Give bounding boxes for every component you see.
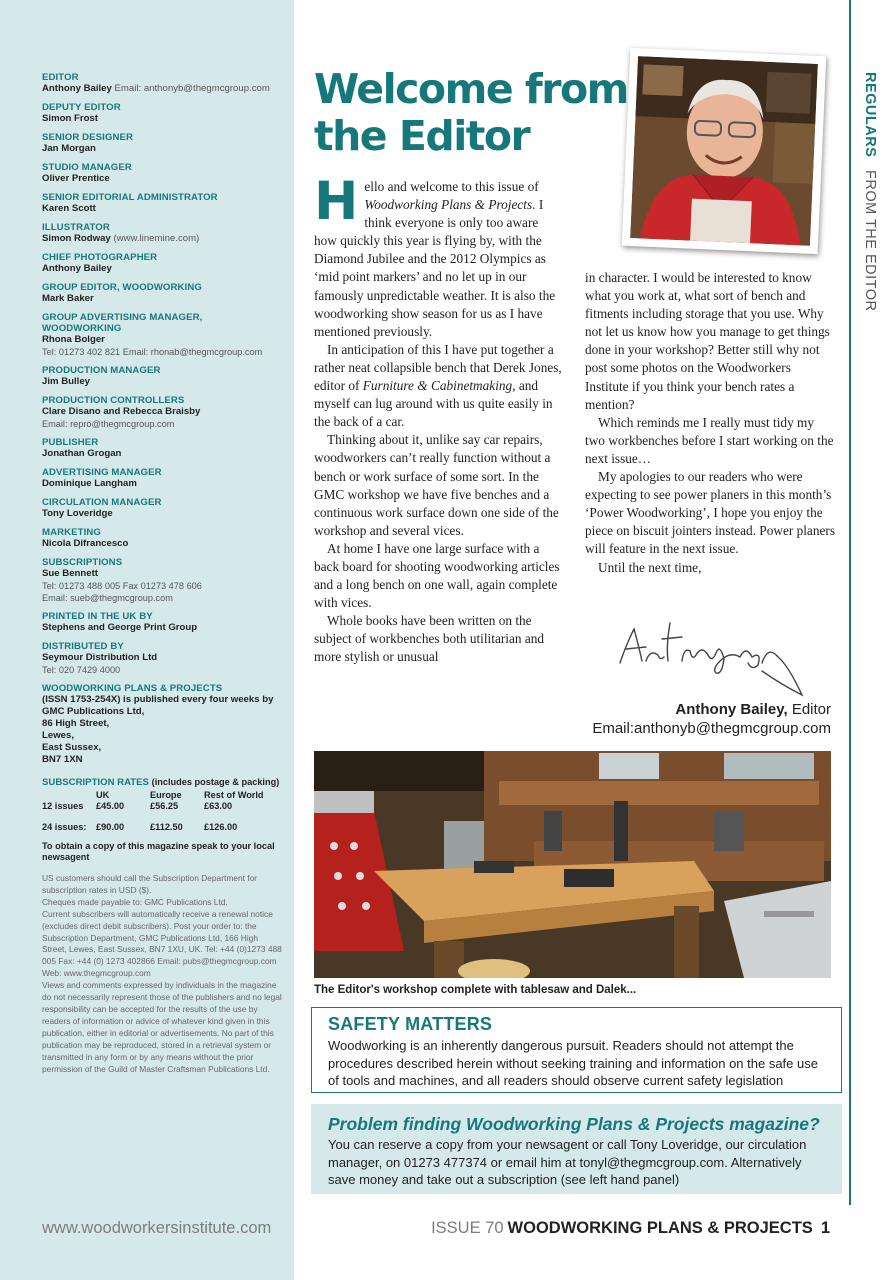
staff-role: SUBSCRIPTIONS bbox=[42, 557, 123, 568]
signoff-name: Anthony Bailey, bbox=[675, 701, 788, 718]
article-column-2 bbox=[585, 269, 835, 577]
staff-role: GROUP ADVERTISING MANAGER, WOODWORKING bbox=[42, 312, 203, 334]
rates-cell: £45.00 bbox=[96, 801, 125, 811]
staff-name: Mark Baker bbox=[42, 293, 94, 304]
staff-entry bbox=[42, 395, 282, 430]
magazine-title: WOODWORKING PLANS & PROJECTS bbox=[507, 1219, 813, 1237]
staff-role: PRINTED IN THE UK BY bbox=[42, 611, 153, 622]
staff-entry bbox=[42, 72, 282, 95]
staff-list bbox=[42, 72, 282, 676]
staff-entry bbox=[42, 162, 282, 185]
staff-name: Jim Bulley bbox=[42, 376, 90, 387]
staff-role: GROUP EDITOR, WOODWORKING bbox=[42, 282, 202, 293]
staff-entry bbox=[42, 527, 282, 550]
page-number: 1 bbox=[820, 1219, 830, 1237]
masthead-panel bbox=[0, 0, 294, 1280]
section-sublabel: FROM THE EDITOR bbox=[862, 169, 878, 312]
section-tab bbox=[862, 72, 878, 311]
staff-role: ADVERTISING MANAGER bbox=[42, 467, 162, 478]
rates-row bbox=[42, 801, 264, 812]
rates-header: Europe bbox=[150, 790, 182, 800]
publication-line: 86 High Street, bbox=[42, 718, 110, 729]
publication-line: East Sussex, bbox=[42, 742, 102, 753]
staff-role: DISTRIBUTED BY bbox=[42, 641, 124, 652]
article-paragraph: Which reminds me I really must tidy my two workbenches before I start working on the next issue… bbox=[585, 414, 834, 466]
workshop-photo bbox=[314, 751, 831, 978]
signoff-email[interactable]: Email:anthonyb@thegmcgroup.com bbox=[592, 720, 831, 737]
staff-name: Anthony Bailey bbox=[42, 263, 112, 274]
staff-name: Tony Loveridge bbox=[42, 508, 113, 519]
staff-entry bbox=[42, 437, 282, 460]
staff-contact: Tel: 01273 402 821 Email: rhonab@thegmcgroup.com bbox=[42, 347, 263, 357]
safety-box bbox=[311, 1007, 842, 1093]
rates-header: Rest of World bbox=[204, 790, 264, 800]
section-label: REGULARS bbox=[862, 72, 878, 158]
staff-name: Jonathan Grogan bbox=[42, 448, 122, 459]
signature-image bbox=[612, 615, 822, 705]
staff-role: PRODUCTION MANAGER bbox=[42, 365, 161, 376]
staff-entry bbox=[42, 192, 282, 215]
staff-entry bbox=[42, 557, 282, 604]
staff-name: Nicola Difrancesco bbox=[42, 538, 129, 549]
rates-cell: £63.00 bbox=[204, 801, 233, 811]
promo-text: You can reserve a copy from your newsagent or call Tony Loveridge, our circulation manager, on 01273 477374 or email him at tonyl@thegmcgroup.com. Alternatively save money and take out a subscription (see left hand panel) bbox=[328, 1137, 807, 1187]
article-paragraph: Until the next time, bbox=[598, 559, 702, 575]
rates-cell: £90.00 bbox=[96, 822, 125, 832]
signoff-role: Editor bbox=[791, 701, 831, 718]
editor-portrait-image bbox=[630, 56, 818, 246]
article-paragraph: At home I have one large surface with a back board for shooting woodworking articles and a long bench on one wall, again complete with vices. bbox=[314, 540, 560, 611]
signoff bbox=[585, 700, 831, 738]
staff-role: STUDIO MANAGER bbox=[42, 162, 132, 173]
article-paragraph: In anticipation of this I have put together a rather neat collapsible bench that Derek Jones, editor of Furniture & Cabinetmaking, and myself can lug around with us quite easily in the back of a car. bbox=[314, 341, 562, 430]
staff-contact: Email: sueb@thegmcgroup.com bbox=[42, 593, 173, 603]
rates-header-row bbox=[42, 790, 264, 801]
publication-info bbox=[42, 683, 282, 766]
rates-header: UK bbox=[96, 790, 110, 800]
staff-name: Seymour Distribution Ltd bbox=[42, 652, 158, 663]
staff-entry bbox=[42, 252, 282, 275]
staff-name: Clare Disano and Rebecca Braisby bbox=[42, 406, 201, 417]
staff-contact: (www.linemine.com) bbox=[113, 233, 200, 244]
staff-role: SENIOR EDITORIAL ADMINISTRATOR bbox=[42, 192, 218, 203]
publication-line: Lewes, bbox=[42, 730, 74, 741]
rates-table bbox=[42, 790, 264, 833]
staff-role: PRODUCTION CONTROLLERS bbox=[42, 395, 185, 406]
safety-title: SAFETY MATTERS bbox=[328, 1014, 493, 1034]
drop-cap: H bbox=[314, 171, 359, 232]
staff-name: Sue Bennett bbox=[42, 568, 98, 579]
rates-cell: 24 issues: bbox=[42, 822, 87, 832]
rates-row bbox=[42, 822, 264, 833]
rates-title: SUBSCRIPTION RATES (includes postage & packing) bbox=[42, 777, 280, 788]
article-column-1 bbox=[314, 171, 564, 667]
staff-entry bbox=[42, 497, 282, 520]
staff-contact: Tel: 01273 488 005 Fax 01273 478 606 bbox=[42, 581, 202, 591]
staff-role: SENIOR DESIGNER bbox=[42, 132, 134, 143]
staff-name: Jan Morgan bbox=[42, 143, 96, 154]
photo-caption: The Editor's workshop complete with tablesaw and Dalek... bbox=[314, 984, 637, 996]
article-paragraph: in character. I would be interested to know what you work at, what sort of bench and fitments including storage that you use. Why not let us know how you manage to get things done in your workshop? Better still why not post some photos on the Woodworkers Institute if you think your bench rates a mention? bbox=[585, 270, 830, 412]
editor-signature bbox=[612, 615, 822, 705]
editor-portrait bbox=[622, 48, 826, 254]
staff-entry bbox=[42, 102, 282, 125]
staff-contact: Tel: 020 7429 4000 bbox=[42, 665, 121, 675]
staff-name: Simon Frost bbox=[42, 113, 98, 124]
article-headline: Welcome from the Editor bbox=[314, 65, 628, 160]
article-paragraph: ello and welcome to this issue of Woodworking Plans & Projects. I think everyone is only too aware how quickly this year is flying by, with the Diamond Jubilee and the 2012 Olympics as ‘mid point markers’ and no let up in our famously unpredictable weather. It is also the woodworking show season for us as I have mentioned previously. bbox=[314, 179, 556, 339]
subscription-promo-box bbox=[311, 1104, 842, 1194]
rates-header bbox=[42, 790, 96, 801]
staff-entry bbox=[42, 222, 282, 245]
publication-line: (ISSN 1753-254X) is published every four weeks by bbox=[42, 694, 274, 705]
obtain-copy-note: To obtain a copy of this magazine speak to your local newsagent bbox=[42, 841, 275, 862]
article-paragraph: Thinking about it, unlike say car repairs, woodworkers can’t really function without a bench or work surface of some sort. In the GMC workshop we have five benches and a continuous work surface down one side of the workshop and several vices. bbox=[314, 432, 559, 538]
page-folio bbox=[431, 1219, 830, 1238]
publication-line: GMC Publications Ltd, bbox=[42, 706, 145, 717]
staff-entry bbox=[42, 312, 282, 358]
staff-name: Stephens and George Print Group bbox=[42, 622, 198, 633]
staff-role: ILLUSTRATOR bbox=[42, 222, 110, 233]
subscription-rates bbox=[42, 776, 282, 833]
staff-role: MARKETING bbox=[42, 527, 101, 538]
staff-entry bbox=[42, 132, 282, 155]
staff-role: PUBLISHER bbox=[42, 437, 99, 448]
section-rule bbox=[849, 0, 851, 1205]
promo-title: Problem finding Woodworking Plans & Projects magazine? bbox=[328, 1114, 820, 1134]
publication-address bbox=[42, 694, 282, 766]
staff-name: Simon Rodway (www.linemine.com) bbox=[42, 233, 200, 244]
safety-text: Woodworking is an inherently dangerous pursuit. Readers should not attempt the procedures described herein without seeking training and information on the safe use of tools and machines, and all readers should observe current safety legislation bbox=[328, 1038, 818, 1088]
issue-number: ISSUE 70 bbox=[431, 1219, 504, 1237]
rates-cell: £56.25 bbox=[150, 801, 179, 811]
article-paragraph: Whole books have been written on the subject of workbenches both utilitarian and more stylish or unusual bbox=[314, 613, 545, 665]
publication-line: BN7 1XN bbox=[42, 754, 83, 765]
footer-url[interactable]: www.woodworkersinstitute.com bbox=[42, 1219, 272, 1237]
staff-entry bbox=[42, 365, 282, 388]
workshop-photo-image bbox=[314, 751, 831, 978]
staff-entry bbox=[42, 641, 282, 676]
staff-name: Karen Scott bbox=[42, 203, 96, 214]
staff-name: Anthony Bailey Email: anthonyb@thegmcgroup.com bbox=[42, 83, 270, 94]
staff-entry bbox=[42, 282, 282, 305]
rates-cell: £126.00 bbox=[204, 822, 238, 832]
staff-contact: Email: repro@thegmcgroup.com bbox=[42, 419, 175, 429]
staff-entry bbox=[42, 611, 282, 634]
staff-role: CIRCULATION MANAGER bbox=[42, 497, 162, 508]
staff-role: DEPUTY EDITOR bbox=[42, 102, 121, 113]
article-paragraph: My apologies to our readers who were expecting to see power planers in this month’s ‘Power Woodworking’, I hope you enjoy the piece on biscuit jointers instead. Power planers will feature in the next issue. bbox=[585, 469, 835, 557]
staff-name: Dominique Langham bbox=[42, 478, 137, 489]
staff-entry bbox=[42, 467, 282, 490]
staff-contact: Email: anthonyb@thegmcgroup.com bbox=[114, 83, 270, 94]
staff-name: Rhona Bolger bbox=[42, 334, 105, 345]
staff-name: Oliver Prentice bbox=[42, 173, 110, 184]
staff-role: EDITOR bbox=[42, 72, 79, 83]
rates-cell: £112.50 bbox=[150, 822, 183, 832]
legal-text: US customers should call the Subscription Department for subscription rates in USD ($). Cheques made payable to: GMC Publications Ltd. Current subscribers will automatically receive a renewal notice (excludes direct debit subscribers). Post your order to: the Subscription Department, GMC Publications Ltd, 166 High Street, Lewes, East Sussex, BN7 1XU, UK. Tel: +44 (0)1273 488 005 Fax: +44 (0) 1273 402866 Email: pubs@thegmcgroup.com Web: www.thegmcgroup.com Views and comments expressed by individuals in the magazine do not necessarily represent those of the publishers and no legal responsibility can be accepted for the results of the use by readers of information or advice of whatever kind given in this publication, either in editorial or advertisements. No part of this publication may be reproduced, stored in a retrieval system or transmitted in any form or by any means without the prior permission of the Guild of Master Craftsman Publications Ltd. bbox=[42, 873, 282, 1074]
staff-role: CHIEF PHOTOGRAPHER bbox=[42, 252, 158, 263]
rates-note: (includes postage & packing) bbox=[151, 777, 280, 787]
rates-cell: 12 issues bbox=[42, 801, 84, 811]
publication-title: WOODWORKING PLANS & PROJECTS bbox=[42, 683, 223, 694]
